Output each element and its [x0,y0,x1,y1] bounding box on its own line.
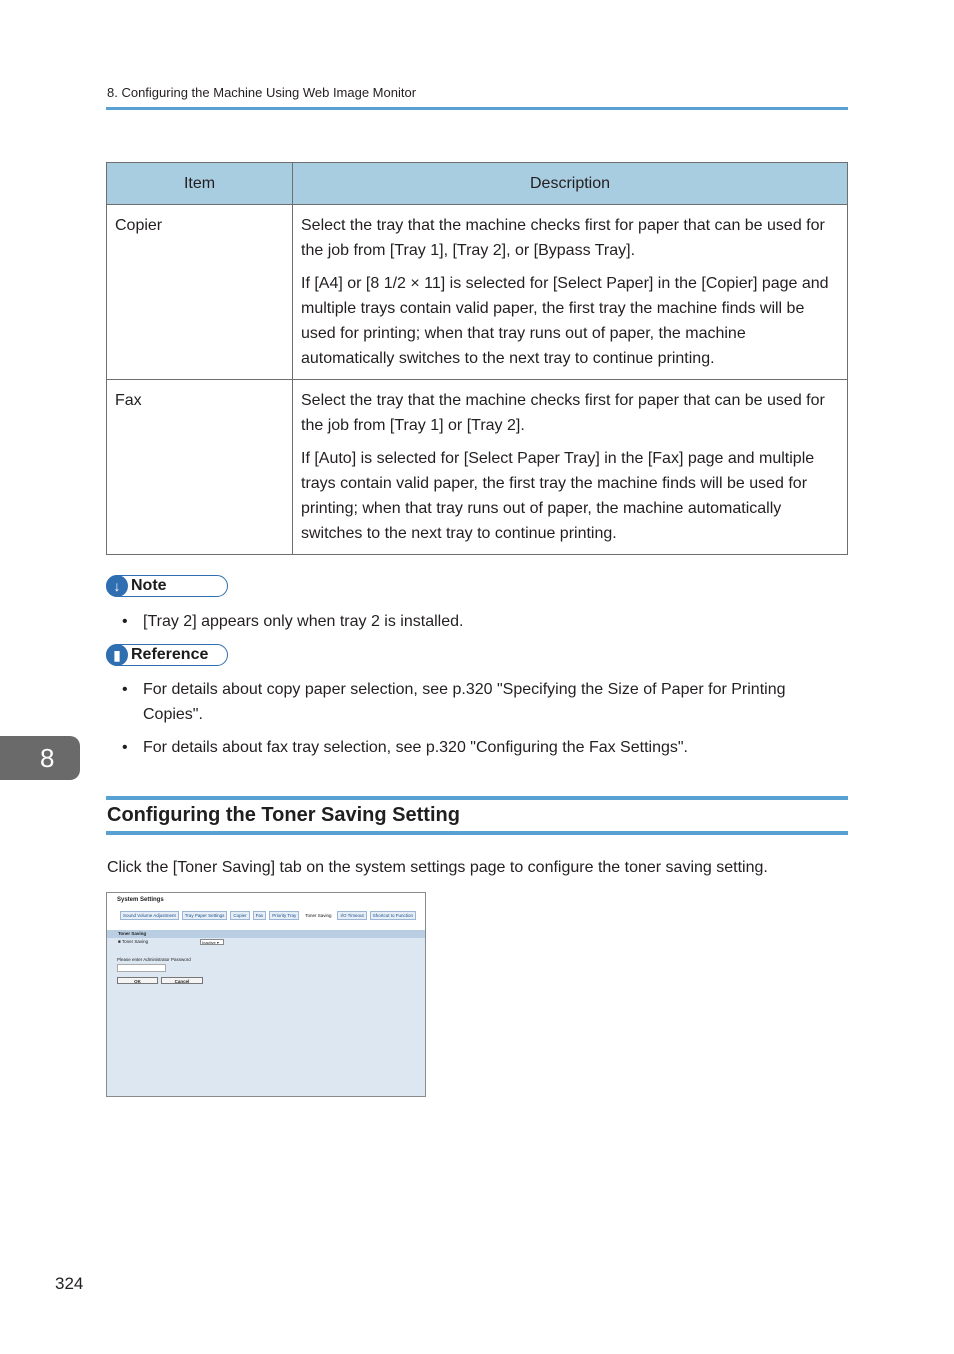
reference-label-text: Reference [131,646,209,663]
tab-copier[interactable]: Copier [230,911,249,920]
screenshot-tabs [120,911,416,920]
section-title: Configuring the Toner Saving Setting [107,804,460,826]
description-paragraph: Select the tray that the machine checks first for paper that can be used for the job from [Tray 1], [Tray 2], or [Bypass Tray]. [301,217,825,259]
table-cell-item: Copier [107,205,293,380]
screenshot-title: System Settings [117,897,164,903]
ok-button[interactable]: OK [117,977,158,984]
chapter-tab: 8 [0,736,80,780]
tab-shortcut[interactable]: Shortcut to Function [370,911,416,920]
screenshot-header [107,893,425,930]
screenshot-section-title: Toner Saving [118,931,147,936]
list-item: • [Tray 2] appears only when tray 2 is installed. [106,609,848,634]
page-number: 324 [55,1274,84,1293]
password-label: Please enter Administrator Password [117,957,191,962]
table-row [107,380,848,555]
table-cell-description [293,380,848,555]
toner-saving-label: Toner Saving [121,939,149,944]
screenshot-section-header [107,930,425,938]
tab-sound-volume[interactable]: Sound Volume Adjustment [120,911,179,920]
header-rule [106,107,848,110]
table-cell-description [293,205,848,380]
tab-toner-saving[interactable]: Toner Saving [302,911,334,920]
table-cell-item: Fax [107,380,293,555]
description-paragraph: If [Auto] is selected for [Select Paper Tray] in the [Fax] page and multiple trays contain valid paper, the first tray the machine finds will be used for printing; when that tray runs out of paper, the machine automatically switches to the next tray to continue printing. [301,450,815,542]
book-icon: ▮ [106,644,128,666]
reference-label [106,644,228,666]
toner-saving-row: ■ Toner Saving [118,939,149,944]
select-value: Inactive [202,940,216,945]
table-row [107,205,848,380]
reference-list [106,677,806,768]
column-header-item: Item [107,163,293,205]
list-item: • For details about fax tray selection, see p.320 "Configuring the Fax Settings". [106,735,806,760]
note-label [106,575,228,597]
note-label-text: Note [131,577,167,594]
password-input[interactable] [117,964,166,972]
description-paragraph: If [A4] or [8 1/2 × 11] is selected for [Select Paper] in the [Copier] page and multiple trays contain valid paper, the first tray the machine finds will be used for printing; when that tray runs out of paper, the machine automatically switches to the next tray to continue printing. [301,275,829,367]
tab-priority-tray[interactable]: Priority Tray [269,911,299,920]
arrow-down-icon: ↓ [106,575,128,597]
settings-table [106,162,848,555]
note-list [106,609,848,642]
list-item: • For details about copy paper selection, see p.320 "Specifying the Size of Paper for Printing Copies". [106,677,806,727]
cancel-button[interactable]: Cancel [161,977,203,984]
section-body: Click the [Toner Saving] tab on the system settings page to configure the toner saving setting. [107,859,768,876]
column-header-description: Description [293,163,848,205]
description-paragraph: Select the tray that the machine checks first for paper that can be used for the job from [Tray 1] or [Tray 2]. [301,392,825,434]
tab-io-timeout[interactable]: I/O Timeout [337,911,366,920]
section-rule-bottom [106,831,848,835]
table-header-row [107,163,848,205]
running-header: 8. Configuring the Machine Using Web Image Monitor [107,85,417,100]
tab-tray-paper[interactable]: Tray Paper Settings [182,911,228,920]
system-settings-screenshot [106,892,426,1097]
toner-saving-select[interactable]: Inactive ▾ [200,939,224,945]
tab-fax[interactable]: Fax [253,911,267,920]
